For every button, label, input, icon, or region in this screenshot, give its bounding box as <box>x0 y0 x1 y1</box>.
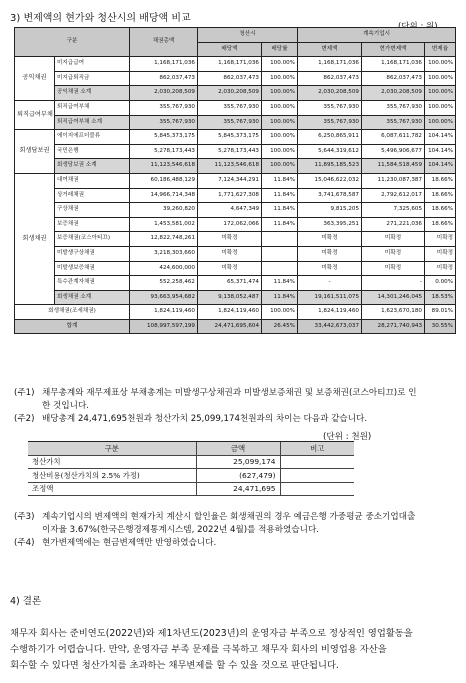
cell-repayment-rate: 104.14% <box>425 144 456 159</box>
cell-dividend-rate: 11.84% <box>262 276 298 291</box>
tax-claim-row <box>15 305 456 320</box>
table-row <box>15 188 456 203</box>
cell-repayment-rate: 100.00% <box>425 115 456 130</box>
cell-repayment: 6,250,865,911 <box>298 130 362 145</box>
note-row <box>14 537 460 550</box>
cell-repayment-rate: 104.14% <box>425 130 456 145</box>
cell-dividend-rate <box>262 261 298 276</box>
group-label: 공익채권 <box>15 57 55 101</box>
cell-dividend-rate: 11.84% <box>262 203 298 218</box>
note-mark: (주3) <box>14 512 35 522</box>
liquidation-adjustment-table <box>28 441 354 496</box>
cell-remark <box>280 482 354 496</box>
cell-repayment-rate: 18.66% <box>425 173 456 188</box>
cell-repayment: 33,442,673,037 <box>298 319 362 334</box>
cell-label: 퇴직급여부채 소계 <box>55 115 130 130</box>
cell-pv-repayment: 미확정 <box>362 232 425 247</box>
cell-claim: 93,663,954,682 <box>130 290 198 305</box>
note-row <box>14 524 460 537</box>
cell-dividend-rate: 100.00% <box>262 159 298 174</box>
cell-label: 회생담보권 소계 <box>55 159 130 174</box>
cell-pv-repayment: 862,037,473 <box>362 71 425 86</box>
cell-repayment-rate: 100.00% <box>425 100 456 115</box>
cell-repayment: 1,824,119,460 <box>298 305 362 320</box>
cell-claim: 552,258,462 <box>130 276 198 291</box>
cell-pv-repayment: 11,584,518,459 <box>362 159 425 174</box>
header-repayment: 변제액 <box>298 42 362 57</box>
cell-dividend: 미확정 <box>198 232 262 247</box>
note-text: 한 것입니다. <box>42 401 89 411</box>
header-liquidation: 청산시 <box>198 28 298 43</box>
notes-block-2 <box>14 511 460 550</box>
table-row <box>15 232 456 247</box>
header-dividend-rate: 배당률 <box>262 42 298 57</box>
cell-label: 상거래채권 <box>55 188 130 203</box>
cell-pv-repayment: 2,792,612,017 <box>362 188 425 203</box>
cell-dividend: 2,030,208,509 <box>198 86 262 101</box>
cell-dividend: 1,771,627,308 <box>198 188 262 203</box>
cell-repayment: 2,030,208,509 <box>298 86 362 101</box>
cell-pv-repayment: 2,030,208,509 <box>362 86 425 101</box>
table-row <box>15 100 456 115</box>
cell-label: 미발생보증채권 <box>55 261 130 276</box>
cell-dividend: 미확정 <box>198 261 262 276</box>
subtotal-row <box>15 159 456 174</box>
cell-label: 공익채권 소계 <box>55 86 130 101</box>
cell-label: 미지급급여 <box>55 57 130 72</box>
table2-header-category: 구분 <box>28 442 196 456</box>
cell-repayment-rate: 미확정 <box>425 261 456 276</box>
cell-claim: 11,123,546,618 <box>130 159 198 174</box>
note-row <box>14 511 460 524</box>
cell-pv-repayment: 7,325,605 <box>362 203 425 218</box>
note-text: 이자율 3.67%(한국은행경제통계시스템, 2022년 4월)를 적용하였습니다. <box>42 525 319 535</box>
note-mark: (주1) <box>14 388 35 398</box>
cell-pv-repayment: 355,767,930 <box>362 115 425 130</box>
cell-repayment: 11,895,185,523 <box>298 159 362 174</box>
note-row <box>14 387 460 400</box>
cell-repayment-rate: 미확정 <box>425 232 456 247</box>
cell-amount: (627,479) <box>196 469 280 483</box>
table-row <box>15 261 456 276</box>
table-row <box>15 217 456 232</box>
cell-repayment: 9,815,205 <box>298 203 362 218</box>
table-row <box>15 203 456 218</box>
cell-repayment: 363,395,251 <box>298 217 362 232</box>
cell-pv-repayment: 271,221,036 <box>362 217 425 232</box>
cell-claim: 3,218,303,660 <box>130 246 198 261</box>
cell-dividend: 355,767,930 <box>198 115 262 130</box>
cell-label: 회생채권 소계 <box>55 290 130 305</box>
cell-claim: 862,037,473 <box>130 71 198 86</box>
cell-repayment: 355,767,930 <box>298 115 362 130</box>
notes-block-1 <box>14 387 460 426</box>
subtotal-row <box>15 290 456 305</box>
cell-dividend: 24,471,695,604 <box>198 319 262 334</box>
group-label: 회생채권 <box>15 173 55 304</box>
cell-pv-repayment: - <box>362 276 425 291</box>
cell-dividend-rate: 100.00% <box>262 130 298 145</box>
cell-dividend-rate: 100.00% <box>262 115 298 130</box>
total-row <box>15 319 456 334</box>
header-dividend-amount: 배당액 <box>198 42 262 57</box>
cell-pv-repayment: 미확정 <box>362 261 425 276</box>
cell-repayment-rate: 0.00% <box>425 276 456 291</box>
cell-repayment-rate: 30.55% <box>425 319 456 334</box>
cell-dividend-rate <box>262 232 298 247</box>
cell-repayment-rate: 18.66% <box>425 188 456 203</box>
cell-repayment-rate: 100.00% <box>425 71 456 86</box>
note-text: 채무총계와 재무제표상 부채총계는 미발생구상채권과 미발생보증채권 및 보증채권(코스아티끄)로 인 <box>42 388 417 398</box>
cell-repayment-rate: 18.66% <box>425 203 456 218</box>
cell-label: 국민은행 <box>55 144 130 159</box>
row-label: 합계 <box>15 319 130 334</box>
cell-repayment: 5,644,319,612 <box>298 144 362 159</box>
cell-claim: 424,600,000 <box>130 261 198 276</box>
note-text: 계속기업시의 변제액의 현재가치 계산시 할인율은 회생채권의 경우 예금은행 가중평균 중소기업대출 <box>42 512 416 522</box>
cell-claim: 355,767,930 <box>130 100 198 115</box>
cell-remark <box>280 455 354 469</box>
cell-claim: 14,966,714,348 <box>130 188 198 203</box>
subtotal-row <box>15 86 456 101</box>
table2-unit: (단위 : 천원) <box>323 432 372 442</box>
table-row <box>15 71 456 86</box>
cell-pv-repayment: 14,301,246,045 <box>362 290 425 305</box>
cell-repayment-rate: 100.00% <box>425 57 456 72</box>
cell-pv-repayment: 355,767,930 <box>362 100 425 115</box>
cell-repayment: 862,037,473 <box>298 71 362 86</box>
cell-dividend: 4,647,349 <box>198 203 262 218</box>
conclusion-line: 수행하기가 어렵습니다. 만약, 운영자금 부족 문제를 극복하고 채무자 회사의 비영업용 자산을 <box>10 644 387 655</box>
table-row <box>28 469 354 483</box>
cell-repayment: 3,741,678,587 <box>298 188 362 203</box>
dividend-comparison-table <box>14 27 456 334</box>
header-category: 구분 <box>15 28 130 57</box>
cell-dividend: 미확정 <box>198 246 262 261</box>
note-text: 배당총계 24,471,695천원과 청산가치 25,099,174천원과의 차이는 다음과 같습니다. <box>42 414 368 424</box>
table-row <box>28 455 354 469</box>
table-row <box>15 246 456 261</box>
cell-claim: 1,824,119,460 <box>130 305 198 320</box>
cell-dividend-rate: 100.00% <box>262 100 298 115</box>
cell-dividend-rate: 11.84% <box>262 290 298 305</box>
cell-dividend-rate: 26.45% <box>262 319 298 334</box>
cell-label: 에이지에프더블류 <box>55 130 130 145</box>
cell-pv-repayment: 6,087,611,782 <box>362 130 425 145</box>
header-pv-repayment: 현가변제액 <box>362 42 425 57</box>
section-3-title: 3) 변제액의 현가와 청산시의 배당액 비교 <box>10 13 191 24</box>
table-row <box>15 57 456 72</box>
cell-label: 구상채권 <box>55 203 130 218</box>
cell-amount: 24,471,695 <box>196 482 280 496</box>
header-claim-amount: 채권총액 <box>130 28 198 57</box>
cell-label: 보증채권(코스아티끄) <box>55 232 130 247</box>
cell-label: 특수관계자채권 <box>55 276 130 291</box>
cell-pv-repayment: 11,230,087,387 <box>362 173 425 188</box>
cell-dividend-rate: 100.00% <box>262 86 298 101</box>
cell-claim: 12,822,748,261 <box>130 232 198 247</box>
cell-repayment: 미확정 <box>298 261 362 276</box>
cell-repayment: 19,161,511,075 <box>298 290 362 305</box>
cell-repayment-rate: 100.00% <box>425 86 456 101</box>
cell-label: 청산가치 <box>28 455 196 469</box>
table2-header-remark: 비고 <box>280 442 354 456</box>
cell-label: 조정액 <box>28 482 196 496</box>
cell-dividend-rate: 100.00% <box>262 57 298 72</box>
cell-label: 청산비용(청산가치의 2.5% 가정) <box>28 469 196 483</box>
cell-dividend: 7,124,344,291 <box>198 173 262 188</box>
cell-dividend-rate <box>262 246 298 261</box>
cell-pv-repayment: 28,271,740,943 <box>362 319 425 334</box>
cell-dividend: 1,168,171,036 <box>198 57 262 72</box>
cell-dividend: 11,123,546,618 <box>198 159 262 174</box>
cell-dividend-rate: 100.00% <box>262 71 298 86</box>
note-text: 현가변제액에는 현금변제액만 반영하였습니다. <box>42 538 217 548</box>
table-row <box>15 144 456 159</box>
subtotal-row <box>15 115 456 130</box>
cell-dividend-rate: 11.84% <box>262 173 298 188</box>
group-label: 퇴직급여부채 <box>15 100 55 129</box>
cell-label: 대여채권 <box>55 173 130 188</box>
table2-header-amount: 금액 <box>196 442 280 456</box>
cell-repayment: - <box>298 276 362 291</box>
cell-claim: 5,278,173,443 <box>130 144 198 159</box>
cell-dividend: 65,371,474 <box>198 276 262 291</box>
cell-pv-repayment: 1,168,171,036 <box>362 57 425 72</box>
cell-dividend-rate: 11.84% <box>262 188 298 203</box>
cell-dividend-rate: 100.00% <box>262 144 298 159</box>
cell-dividend-rate: 100.00% <box>262 305 298 320</box>
cell-dividend: 172,062,066 <box>198 217 262 232</box>
cell-dividend: 862,037,473 <box>198 71 262 86</box>
cell-repayment: 15,046,622,032 <box>298 173 362 188</box>
conclusion-paragraph <box>10 626 462 674</box>
conclusion-line: 회수할 수 있다면 청산가치를 초과하는 채무변제를 할 수 있을 것으로 판단됩니다. <box>10 660 339 671</box>
row-label: 회생채권(조세채권) <box>15 305 130 320</box>
cell-claim: 60,186,488,129 <box>130 173 198 188</box>
cell-dividend: 1,824,119,460 <box>198 305 262 320</box>
cell-claim: 2,030,208,509 <box>130 86 198 101</box>
note-row <box>14 400 460 413</box>
cell-dividend: 5,278,173,443 <box>198 144 262 159</box>
cell-repayment-rate: 89.01% <box>425 305 456 320</box>
cell-dividend-rate: 11.84% <box>262 217 298 232</box>
cell-label: 퇴직급여부채 <box>55 100 130 115</box>
note-row <box>14 413 460 426</box>
cell-repayment-rate: 미확정 <box>425 246 456 261</box>
cell-repayment: 미확정 <box>298 246 362 261</box>
note-mark: (주2) <box>14 414 35 424</box>
cell-label: 미지급퇴직금 <box>55 71 130 86</box>
cell-claim: 1,168,171,036 <box>130 57 198 72</box>
table-row <box>15 130 456 145</box>
cell-pv-repayment: 5,496,906,677 <box>362 144 425 159</box>
table-row <box>15 173 456 188</box>
cell-claim: 355,767,930 <box>130 115 198 130</box>
cell-repayment: 미확정 <box>298 232 362 247</box>
cell-pv-repayment: 1,623,670,180 <box>362 305 425 320</box>
header-repayment-rate: 변제율 <box>425 42 456 57</box>
table-row <box>15 276 456 291</box>
note-mark: (주4) <box>14 538 35 548</box>
cell-remark <box>280 469 354 483</box>
table-row <box>28 482 354 496</box>
cell-claim: 5,845,373,175 <box>130 130 198 145</box>
cell-claim: 39,260,820 <box>130 203 198 218</box>
group-label: 회생담보권 <box>15 130 55 174</box>
section-4-title: 4) 결론 <box>10 596 42 607</box>
cell-claim: 1,453,581,002 <box>130 217 198 232</box>
cell-claim: 108,997,597,199 <box>130 319 198 334</box>
cell-repayment-rate: 18.66% <box>425 217 456 232</box>
cell-dividend: 9,138,052,487 <box>198 290 262 305</box>
cell-repayment: 1,168,171,036 <box>298 57 362 72</box>
conclusion-line: 채무자 회사는 준비연도(2022년)와 제1차년도(2023년)의 운영자금 부족으로 정상적인 영업활동을 <box>10 628 413 639</box>
cell-label: 미발생구상채권 <box>55 246 130 261</box>
cell-repayment-rate: 104.14% <box>425 159 456 174</box>
cell-repayment: 355,767,930 <box>298 100 362 115</box>
cell-repayment-rate: 18.53% <box>425 290 456 305</box>
cell-pv-repayment: 미확정 <box>362 246 425 261</box>
cell-dividend: 5,845,373,175 <box>198 130 262 145</box>
cell-dividend: 355,767,930 <box>198 100 262 115</box>
header-continuation: 계속기업시 <box>298 28 456 43</box>
cell-label: 보증채권 <box>55 217 130 232</box>
cell-amount: 25,099,174 <box>196 455 280 469</box>
